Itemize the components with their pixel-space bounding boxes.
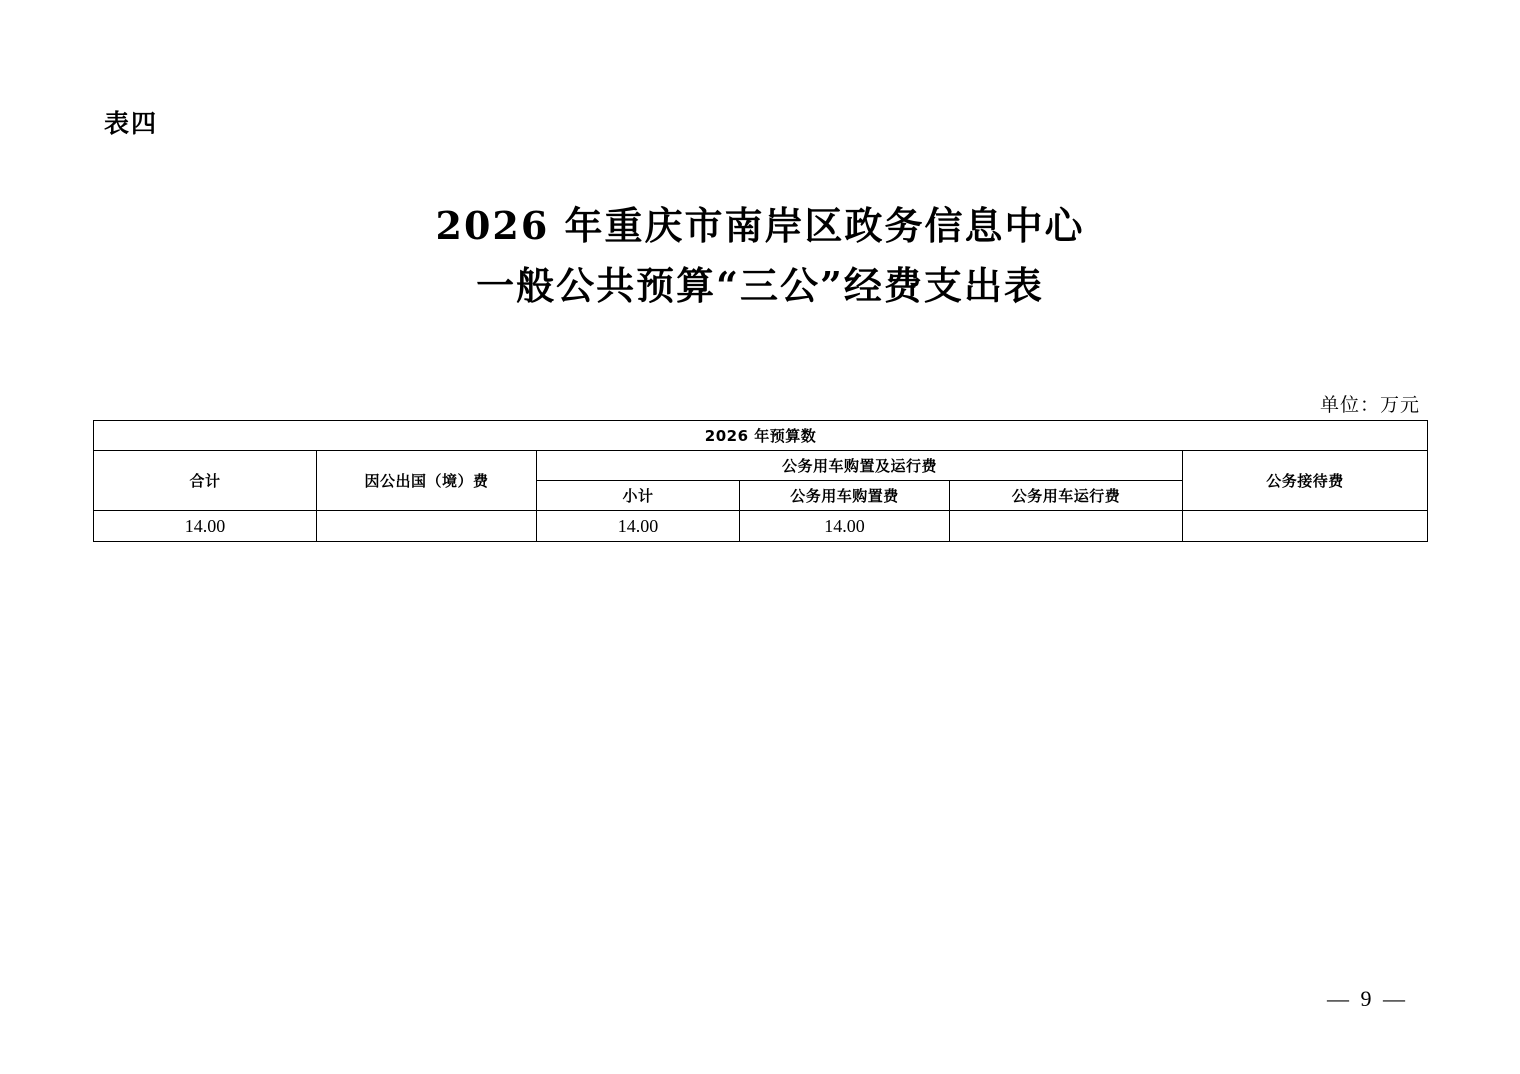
cell-vehicle-operation (950, 511, 1183, 542)
header-total: 合计 (94, 451, 317, 511)
cell-vehicle-subtotal: 14.00 (537, 511, 740, 542)
title-line-2: 一般公共预算“三公”经费支出表 (476, 263, 1044, 308)
cell-reception (1183, 511, 1428, 542)
header-vehicle-subtotal: 小计 (537, 481, 740, 511)
cell-vehicle-purchase: 14.00 (740, 511, 950, 542)
cell-abroad (317, 511, 537, 542)
title-line-1: 2026 年重庆市南岸区政务信息中心 (435, 203, 1085, 248)
table-number-label: 表四 (104, 109, 159, 138)
header-year-budget: 2026 年预算数 (94, 421, 1428, 451)
header-vehicle-operation: 公务用车运行费 (950, 481, 1183, 511)
table-row-header-1 (94, 451, 1428, 481)
page-number: — 9 — (1327, 986, 1408, 1011)
table-row (94, 511, 1428, 542)
header-vehicle-group: 公务用车购置及运行费 (537, 451, 1183, 481)
document-title (0, 196, 1520, 316)
cell-total: 14.00 (94, 511, 317, 542)
header-abroad: 因公出国（境）费 (317, 451, 537, 511)
header-vehicle-purchase: 公务用车购置费 (740, 481, 950, 511)
header-reception: 公务接待费 (1183, 451, 1428, 511)
table-row-top-header (94, 421, 1428, 451)
budget-table (93, 420, 1428, 542)
unit-note: 单位：万元 (1319, 394, 1420, 416)
